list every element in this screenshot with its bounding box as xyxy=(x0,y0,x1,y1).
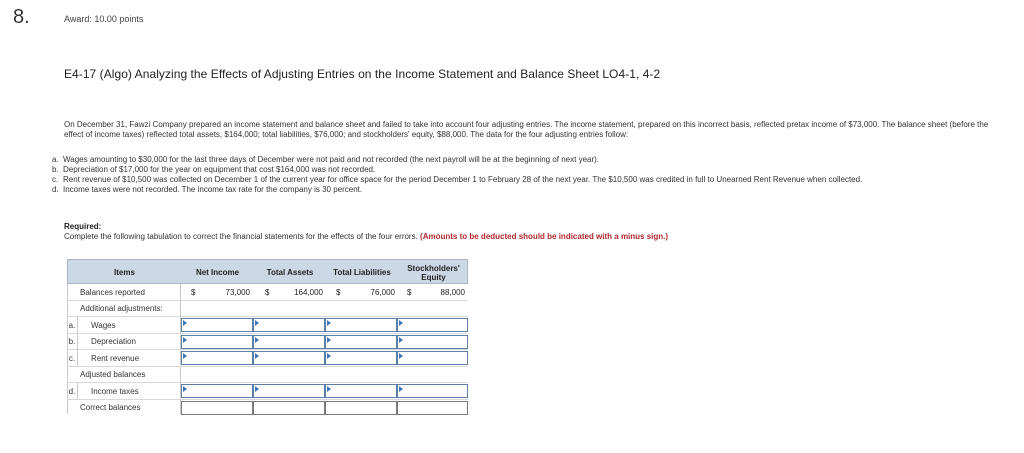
row-label: Additional adjustments: xyxy=(80,304,163,313)
correct-total-liabilities-input[interactable] xyxy=(325,401,397,415)
row-rent-revenue xyxy=(67,350,468,367)
wages-net-income-input[interactable] xyxy=(181,318,253,332)
depreciation-total-assets-input[interactable] xyxy=(253,335,325,349)
depreciation-net-income-input[interactable] xyxy=(181,335,253,349)
item-letter: b. xyxy=(52,165,59,174)
adjusting-entries-list xyxy=(52,155,1007,195)
currency-sign: $ xyxy=(407,287,412,297)
row-balances-reported xyxy=(67,284,468,301)
required-heading: Required: xyxy=(64,222,102,231)
row-income-taxes xyxy=(67,383,468,400)
rent-revenue-total-liabilities-input[interactable] xyxy=(325,351,397,365)
list-item xyxy=(52,165,1007,175)
row-letter: c. xyxy=(67,350,78,366)
award-points: Award: 10.00 points xyxy=(64,14,144,24)
required-instructions: Complete the following tabulation to correct the financial statements for the effects of the four errors. xyxy=(64,232,421,241)
tabulation-table xyxy=(67,259,468,414)
header-stockholders-equity: Stockholders' Equity xyxy=(407,263,460,282)
currency-sign: $ xyxy=(265,287,270,297)
table-header xyxy=(67,259,468,284)
row-label: Balances reported xyxy=(80,287,145,297)
header-total-liabilities: Total Liabilities xyxy=(333,268,391,277)
row-label: Income taxes xyxy=(91,386,139,396)
header-items: Items xyxy=(114,268,135,277)
item-text: Income taxes were not recorded. The income tax rate for the company is 30 percent. xyxy=(63,185,363,194)
row-letter: d. xyxy=(67,383,78,399)
required-note: (Amounts to be deducted should be indicated with a minus sign.) xyxy=(420,232,669,241)
list-item xyxy=(52,185,1007,195)
correct-stockholders-equity-input[interactable] xyxy=(397,401,468,415)
row-letter: b. xyxy=(67,334,78,350)
total-assets-value: 164,000 xyxy=(294,287,323,297)
wages-total-liabilities-input[interactable] xyxy=(325,318,397,332)
item-letter: a. xyxy=(52,155,59,164)
correct-total-assets-input[interactable] xyxy=(253,401,325,415)
row-depreciation xyxy=(67,334,468,351)
row-correct-balances xyxy=(67,400,468,417)
problem-intro: On December 31, Fawzi Company prepared an income statement and balance sheet and failed to take into account four adjusting entries. The income statement, prepared on this incorrect basis, reflected pretax income of $73,000. The balance sheet (before the effect of income taxes) reflected total assets, $164,000; total liabilities, $76,000; and stockholders' equity, $88,000. The data for the four adjusting entries follow: xyxy=(64,120,989,139)
item-letter: d. xyxy=(52,185,59,194)
question-number: 8. xyxy=(13,6,30,28)
rent-revenue-total-assets-input[interactable] xyxy=(253,351,325,365)
currency-sign: $ xyxy=(336,287,341,297)
stockholders-equity-value: 88,000 xyxy=(440,287,465,297)
rent-revenue-net-income-input[interactable] xyxy=(181,351,253,365)
total-liabilities-value: 76,000 xyxy=(370,287,395,297)
problem-title: E4-17 (Algo) Analyzing the Effects of Adjusting Entries on the Income Statement and Balance Sheet LO4-1, 4-2 xyxy=(64,67,661,81)
wages-stockholders-equity-input[interactable] xyxy=(397,318,468,332)
correct-net-income-input[interactable] xyxy=(181,401,253,415)
row-label: Wages xyxy=(91,320,116,330)
currency-sign: $ xyxy=(191,287,196,297)
row-additional-adjustments xyxy=(67,301,468,318)
row-label: Depreciation xyxy=(91,337,136,346)
depreciation-stockholders-equity-input[interactable] xyxy=(397,335,468,349)
list-item xyxy=(52,175,1007,185)
net-income-value: 73,000 xyxy=(225,287,250,297)
row-letter: a. xyxy=(67,317,78,333)
row-label: Correct balances xyxy=(80,403,141,412)
list-item xyxy=(52,155,1007,165)
item-letter: c. xyxy=(52,175,59,184)
rent-revenue-stockholders-equity-input[interactable] xyxy=(397,351,468,365)
item-text: Wages amounting to $30,000 for the last three days of December were not paid and not recorded (the next payroll will be at the beginning of next year). xyxy=(63,155,600,164)
row-label: Adjusted balances xyxy=(80,370,146,379)
item-text: Rent revenue of $10,500 was collected on December 1 of the current year for office space for the period December 1 to February 28 of the next year. The $10,500 was credited in full to Unearned Rent Revenue when collected. xyxy=(63,175,863,184)
income-taxes-total-liabilities-input[interactable] xyxy=(325,384,397,398)
item-text: Depreciation of $17,000 for the year on equipment that cost $164,000 was not recorded. xyxy=(63,165,376,174)
required-text xyxy=(64,232,668,241)
header-net-income: Net Income xyxy=(195,268,240,277)
header-total-assets: Total Assets xyxy=(266,268,314,277)
row-wages xyxy=(67,317,468,334)
wages-total-assets-input[interactable] xyxy=(253,318,325,332)
income-taxes-net-income-input[interactable] xyxy=(181,384,253,398)
income-taxes-total-assets-input[interactable] xyxy=(253,384,325,398)
income-taxes-stockholders-equity-input[interactable] xyxy=(397,384,468,398)
depreciation-total-liabilities-input[interactable] xyxy=(325,335,397,349)
row-label: Rent revenue xyxy=(91,353,140,363)
row-adjusted-balances xyxy=(67,367,468,384)
